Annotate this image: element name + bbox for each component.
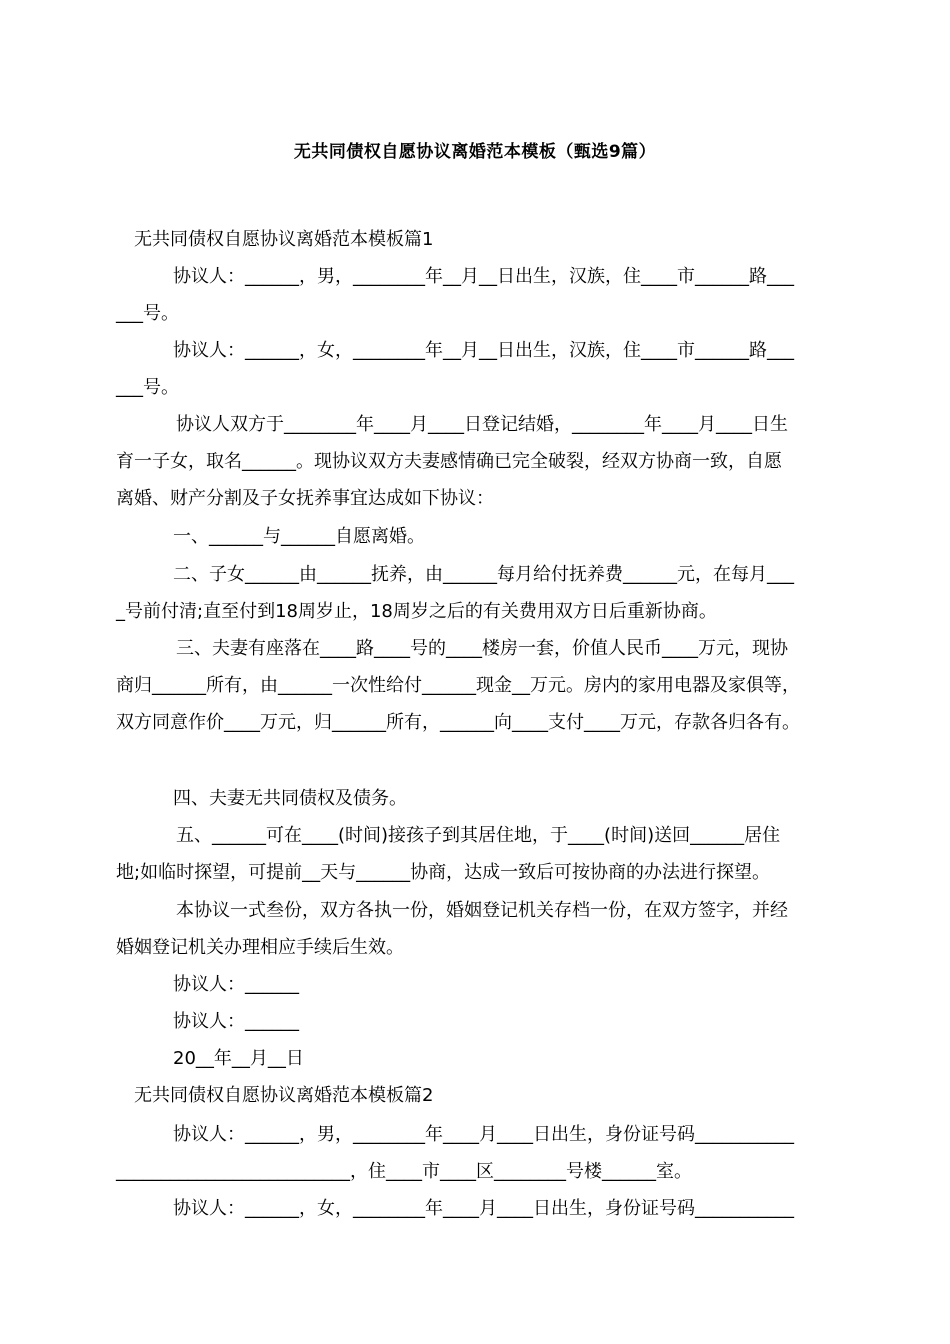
s2-party1-line: 协议人：______，男，________年____月____日出生，身份证号码___________ — [173, 1124, 794, 1145]
signature-party1: 协议人：______ — [173, 974, 299, 995]
party1-line: 协议人：______，男，________年__月__日出生，汉族，住____市______路___ — [173, 266, 794, 287]
closing-line-2: 婚姻登记机关办理相应手续后生效。 — [116, 937, 404, 958]
clause-2-line-2: _号前付清;直至付到18周岁止，18周岁之后的有关费用双方日后重新协商。 — [116, 601, 717, 622]
clause-3-line-2: 商归______所有，由______一次性给付______现金__万元。房内的家用电器及家俱等， — [116, 675, 800, 696]
s2-party2-line: 协议人：______，女，________年____月____日出生，身份证号码___________ — [173, 1198, 794, 1219]
clause-5-line-2: 地;如临时探望，可提前__天与______协商，达成一致后可按协商的办法进行探望。 — [116, 862, 771, 883]
document-title: 无共同债权自愿协议离婚范本模板（甄选9篇） — [293, 142, 657, 162]
clause-3-line-3: 双方同意作价____万元，归______所有，______向____支付____万元，存款各归各有。 — [116, 712, 800, 733]
clause-2-line-1: 二、子女______由______抚养，由______每月给付抚养费______元，在每月___ — [173, 564, 794, 585]
closing-line-1: 本协议一式叁份，双方各执一份，婚姻登记机关存档一份，在双方签字，并经 — [176, 900, 788, 921]
intro-paragraph-line-3: 离婚、财产分割及子女抚养事宜达成如下协议： — [116, 488, 494, 509]
clause-3-line-1: 三、夫妻有座落在____路____号的____楼房一套，价值人民币____万元，现协 — [176, 638, 788, 659]
s2-party1-line-cont: __________________________，住____市____区________号楼______室。 — [116, 1161, 692, 1182]
section-heading-2: 无共同债权自愿协议离婚范本模板篇2 — [134, 1085, 434, 1106]
party2-line-cont: ___号。 — [116, 377, 179, 398]
clause-1: 一、______与______自愿离婚。 — [173, 526, 425, 547]
party2-line: 协议人：______，女，________年__月__日出生，汉族，住____市______路___ — [173, 340, 794, 361]
signature-party2: 协议人：______ — [173, 1011, 299, 1032]
signature-date: 20__年__月__日 — [173, 1048, 304, 1069]
section-heading-1: 无共同债权自愿协议离婚范本模板篇1 — [134, 229, 434, 250]
intro-paragraph-line-1: 协议人双方于________年____月____日登记结婚，________年____月____日生 — [176, 414, 788, 435]
clause-4: 四、夫妻无共同债权及债务。 — [173, 788, 407, 809]
party1-line-cont: ___号。 — [116, 303, 179, 324]
intro-paragraph-line-2: 育一子女，取名______。现协议双方夫妻感情确已完全破裂，经双方协商一致，自愿 — [116, 451, 782, 472]
clause-5-line-1: 五、______可在____(时间)接孩子到其居住地，于____(时间)送回______居住 — [176, 825, 781, 846]
